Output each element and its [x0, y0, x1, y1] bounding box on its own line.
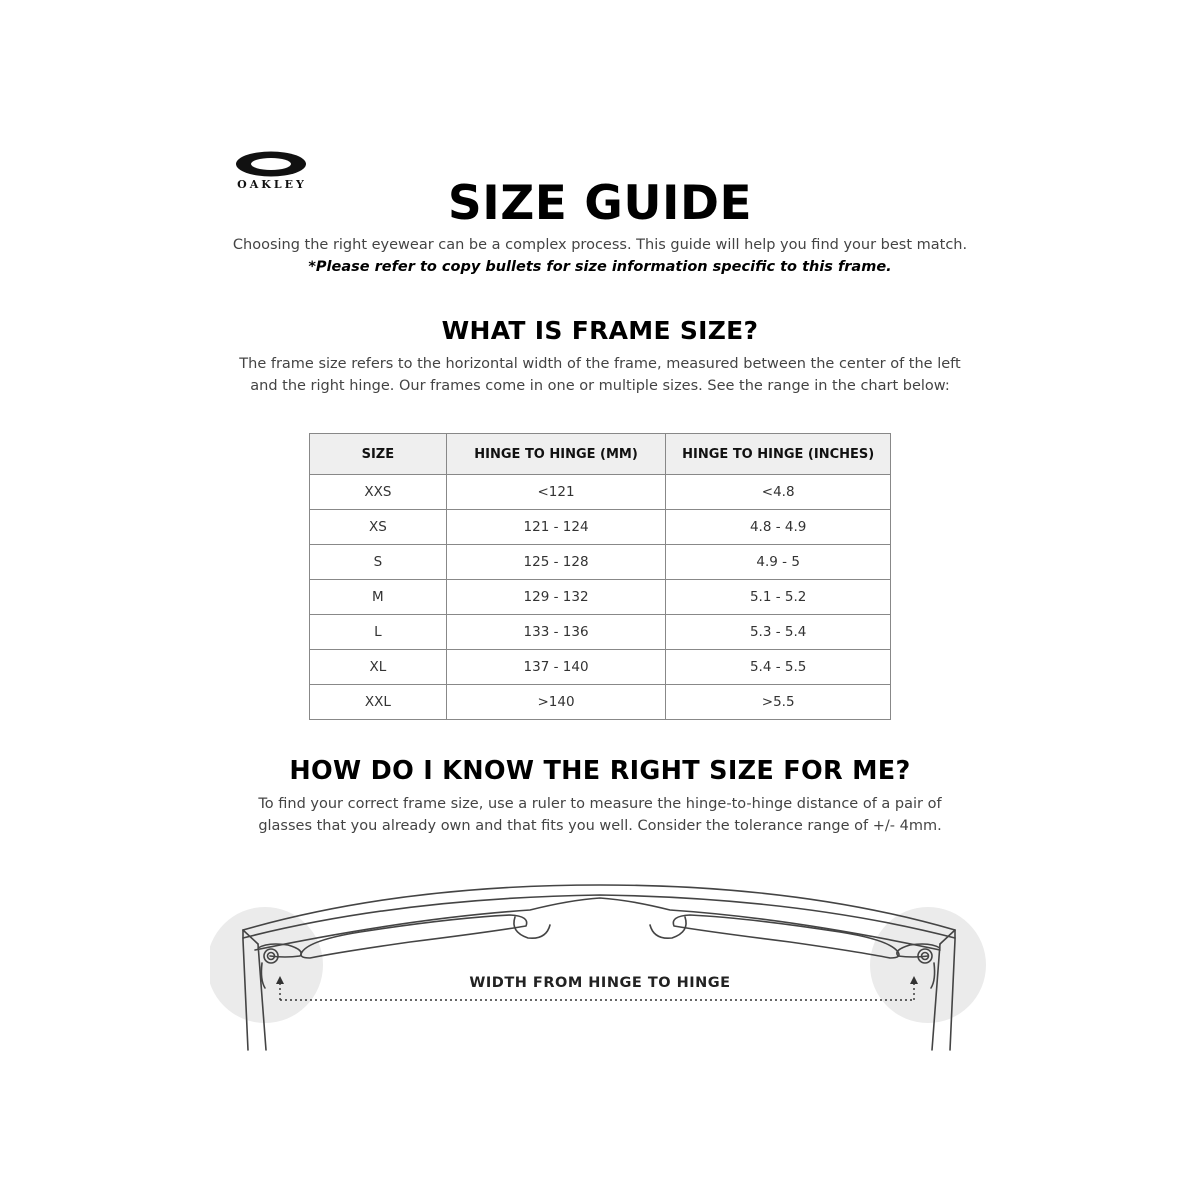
size-cell: XXL [310, 685, 447, 720]
frame-size-heading: WHAT IS FRAME SIZE? [441, 316, 759, 345]
mm-cell: 121 - 124 [446, 510, 666, 545]
table-row [310, 615, 891, 650]
glasses-frame-illustration [210, 870, 990, 1055]
header-inches: HINGE TO HINGE (INCHES) [666, 434, 891, 475]
mm-cell: 137 - 140 [446, 650, 666, 685]
mm-cell: 133 - 136 [446, 615, 666, 650]
table-row [310, 580, 891, 615]
logo-wordmark: OAKLEY [237, 178, 307, 191]
size-cell: XS [310, 510, 447, 545]
inches-cell: 4.9 - 5 [666, 545, 891, 580]
size-cell: S [310, 545, 447, 580]
intro-note: *Please refer to copy bullets for size information specific to this frame. [308, 259, 892, 275]
mm-cell: >140 [446, 685, 666, 720]
header-size: SIZE [310, 434, 447, 475]
inches-cell: 5.1 - 5.2 [666, 580, 891, 615]
table-row [310, 475, 891, 510]
page-title: SIZE GUIDE [447, 176, 753, 231]
size-cell: L [310, 615, 447, 650]
header-mm: HINGE TO HINGE (MM) [446, 434, 666, 475]
size-cell: XL [310, 650, 447, 685]
right-size-text-line2: glasses that you already own and that fits you well. Consider the tolerance range of +/- 4mm. [258, 818, 942, 834]
right-hinge-highlight [870, 907, 986, 1023]
size-table [309, 433, 891, 720]
mm-cell: 125 - 128 [446, 545, 666, 580]
inches-cell: 5.3 - 5.4 [666, 615, 891, 650]
hinge-width-label: WIDTH FROM HINGE TO HINGE [469, 975, 731, 991]
right-size-heading: HOW DO I KNOW THE RIGHT SIZE FOR ME? [289, 756, 911, 786]
inches-cell: 5.4 - 5.5 [666, 650, 891, 685]
size-cell: M [310, 580, 447, 615]
table-row [310, 685, 891, 720]
size-cell: XXS [310, 475, 447, 510]
intro-text: Choosing the right eyewear can be a complex process. This guide will help you find your best match. [232, 237, 968, 253]
right-size-text-line1: To find your correct frame size, use a ruler to measure the hinge-to-hinge distance of a pair of [258, 796, 942, 812]
inches-cell: 4.8 - 4.9 [666, 510, 891, 545]
inches-cell: >5.5 [666, 685, 891, 720]
table-row [310, 510, 891, 545]
table-row [310, 650, 891, 685]
frame-size-text-line2: and the right hinge. Our frames come in one or multiple sizes. See the range in the chart below: [250, 378, 950, 394]
table-header-row [310, 434, 891, 475]
frame-size-text-line1: The frame size refers to the horizontal width of the frame, measured between the center of the left [239, 356, 961, 372]
mm-cell: 129 - 132 [446, 580, 666, 615]
mm-cell: <121 [446, 475, 666, 510]
table-row [310, 545, 891, 580]
inches-cell: <4.8 [666, 475, 891, 510]
